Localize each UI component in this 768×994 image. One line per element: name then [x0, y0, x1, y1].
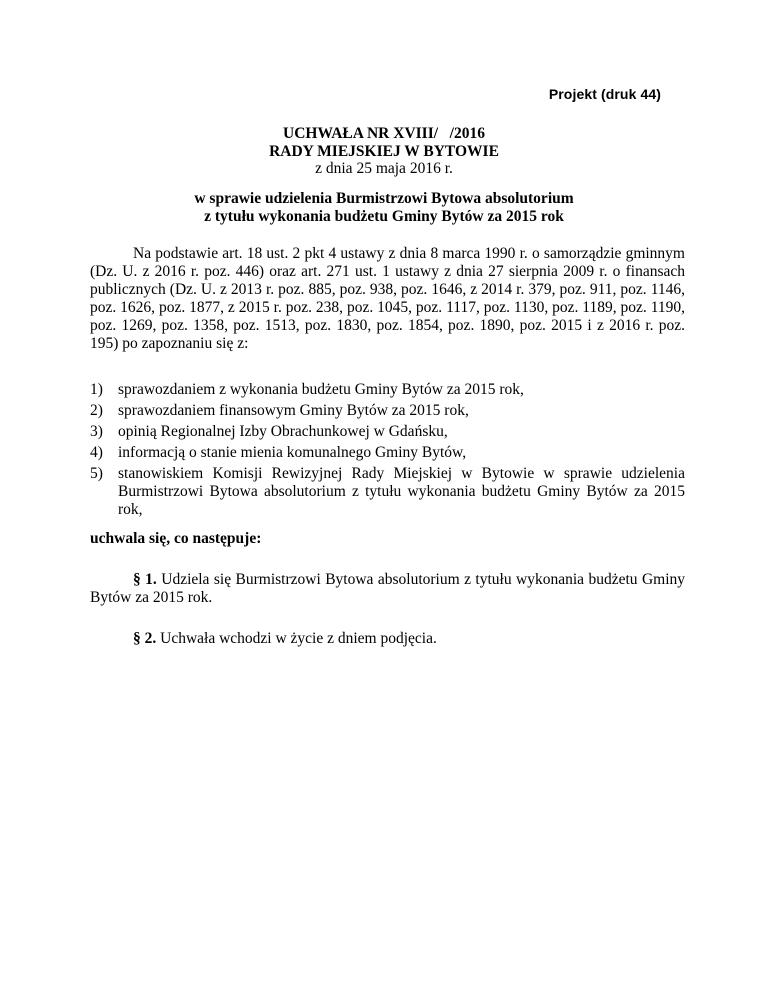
resolution-number: UCHWAŁA NR XVIII/ /2016: [283, 125, 485, 142]
list-item-text: sprawozdaniem finansowym Gminy Bytów za 2015 rok,: [118, 402, 469, 419]
paragraph-2: [90, 630, 685, 648]
list-item-number: 1): [90, 381, 103, 398]
list-item: [90, 423, 685, 441]
list-item-text: stanowiskiem Komisji Rewizyjnej Rady Miejskiej w Bytowie w sprawie udzielenia Burmistrzowi Bytowa absolutorium z tytułu wykonania budżetu Gminy Bytów za 2015 rok,: [118, 465, 685, 518]
legal-basis-paragraph: Na podstawie art. 18 ust. 2 pkt 4 ustawy z dnia 8 marca 1990 r. o samorządzie gminnym (Dz. U. z 2016 r. poz. 446) oraz art. 271 ust. 1 ustawy z dnia 27 sierpnia 2009 r. o finansach publicznych (Dz. U. z 2013 r. poz. 885, poz. 938, poz. 1646, z 2014 r. 379, poz. 911, poz. 1146, poz. 1626, poz. 1877, z 2015 r. poz. 238, poz. 1045, poz. 1117, poz. 1130, poz. 1189, poz. 1190, poz. 1269, poz. 1358, poz. 1513, poz. 1830, poz. 1854, poz. 1890, poz. 2015 i z 2016 r. poz. 195) po zapoznaniu się z:: [90, 245, 685, 352]
paragraph-1-mark: § 1.: [133, 571, 157, 588]
list-item: [90, 465, 685, 519]
list-item-number: 3): [90, 423, 103, 440]
council-name: RADY MIEJSKIEJ W BYTOWIE: [269, 142, 499, 160]
list-item-number: 2): [90, 402, 103, 419]
list-item: [90, 381, 685, 399]
subject-line-1: w sprawie udzielenia Burmistrzowi Bytowa absolutorium: [194, 190, 574, 207]
subject-line-2: z tytułu wykonania budżetu Gminy Bytów za 2015 rok: [204, 208, 564, 225]
resolution-date: z dnia 25 maja 2016 r.: [315, 160, 453, 177]
paragraph-2-mark: § 2.: [133, 630, 157, 647]
list-item-text: informacją o stanie mienia komunalnego Gminy Bytów,: [118, 444, 467, 461]
project-label: Projekt (druk 44): [548, 86, 661, 102]
list-item: [90, 444, 685, 462]
list-item-number: 5): [90, 465, 103, 482]
paragraph-2-text: Uchwała wchodzi w życie z dniem podjęcia.: [156, 630, 437, 647]
list-item-text: sprawozdaniem z wykonania budżetu Gminy Bytów za 2015 rok,: [118, 381, 524, 398]
resolution-subject: [0, 190, 768, 226]
resolves-statement: uchwala się, co następuje:: [90, 530, 262, 547]
list-item-text: opinią Regionalnej Izby Obrachunkowej w Gdańsku,: [118, 423, 448, 440]
reviewed-documents-list: [90, 381, 685, 522]
resolution-header: [0, 125, 768, 178]
paragraph-1: [90, 571, 685, 607]
list-item-number: 4): [90, 444, 103, 461]
paragraph-1-text: Udziela się Burmistrzowi Bytowa absolutorium z tytułu wykonania budżetu Gminy Bytów za 2015 rok.: [90, 571, 685, 606]
list-item: [90, 402, 685, 420]
